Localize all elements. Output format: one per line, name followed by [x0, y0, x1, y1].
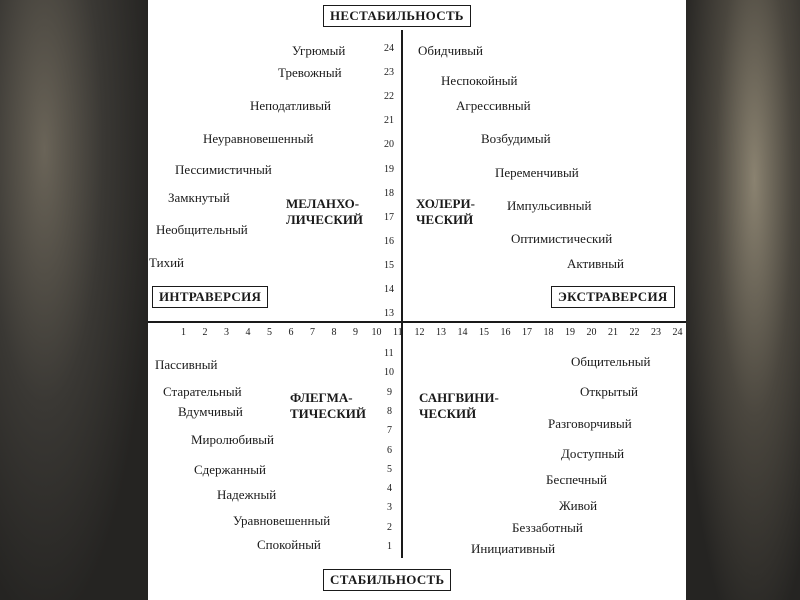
horizontal-scale-tick: 20	[586, 327, 597, 338]
horizontal-scale-tick: 23	[651, 327, 661, 338]
trait-melancholic: Неподатливый	[250, 98, 331, 113]
horizontal-scale-tick: 9	[353, 327, 358, 338]
horizontal-scale-tick: 6	[288, 327, 294, 338]
background-left	[0, 0, 148, 600]
horizontal-scale-tick: 15	[479, 327, 489, 338]
type-melancholic	[286, 196, 363, 228]
trait-choleric: Неспокойный	[441, 73, 518, 88]
trait-phlegmatic: Спокойный	[257, 537, 321, 552]
horizontal-scale-tick: 8	[331, 327, 337, 338]
horizontal-scale-tick: 18	[543, 327, 554, 338]
type-melancholic-line-2: ЛИЧЕСКИЙ	[286, 212, 364, 227]
vertical-scale-tick: 11	[384, 348, 394, 359]
trait-sanguine: Разговорчивый	[548, 416, 632, 431]
horizontal-scale-tick: 13	[436, 327, 446, 338]
vertical-scale-tick: 20	[384, 139, 394, 151]
trait-choleric: Агрессивный	[456, 98, 531, 113]
horizontal-scale-tick: 24	[672, 327, 683, 338]
trait-sanguine: Открытый	[580, 384, 638, 399]
type-melancholic-line-1: МЕЛАНХО-	[286, 196, 360, 211]
trait-choleric: Активный	[567, 256, 624, 271]
trait-melancholic: Пессимистичный	[175, 162, 272, 177]
trait-phlegmatic: Вдумчивый	[178, 404, 243, 419]
trait-phlegmatic: Сдержанный	[194, 462, 266, 477]
vertical-scale-tick: 19	[384, 163, 394, 175]
vertical-scale-tick: 4	[387, 483, 392, 495]
vertical-scale-tick: 2	[387, 521, 392, 533]
horizontal-scale-tick: 14	[457, 327, 468, 338]
horizontal-scale-tick: 1	[181, 327, 186, 338]
horizontal-scale-tick: 17	[522, 327, 532, 338]
trait-choleric: Импульсивный	[507, 198, 592, 213]
vertical-scale-tick: 14	[384, 284, 394, 295]
horizontal-scale-tick: 5	[267, 327, 272, 338]
type-sanguine-line-1: САНГВИНИ-	[419, 390, 499, 405]
type-sanguine-line-2: ЧЕСКИЙ	[419, 406, 477, 421]
vertical-scale-tick: 3	[387, 502, 392, 514]
trait-phlegmatic: Старательный	[163, 384, 242, 399]
trait-choleric: Переменчивый	[495, 165, 579, 180]
type-choleric-line-1: ХОЛЕРИ-	[416, 196, 475, 211]
horizontal-scale-tick: 11	[393, 327, 403, 338]
trait-phlegmatic: Надежный	[217, 487, 277, 502]
trait-melancholic: Неуравновешенный	[203, 131, 314, 146]
background-right	[686, 0, 800, 600]
vertical-scale-tick: 16	[384, 235, 394, 247]
vertical-scale-tick: 9	[387, 386, 392, 398]
horizontal-scale-tick: 12	[414, 327, 425, 338]
trait-melancholic: Угрюмый	[292, 43, 346, 58]
trait-choleric: Возбудимый	[481, 131, 551, 146]
type-phlegmatic	[290, 390, 366, 422]
vertical-scale-tick: 22	[384, 91, 394, 103]
vertical-axis-line	[401, 30, 403, 558]
horizontal-scale-tick: 16	[500, 327, 511, 338]
horizontal-scale-tick: 2	[202, 327, 208, 338]
type-sanguine	[419, 390, 499, 422]
horizontal-scale-tick: 21	[608, 327, 618, 338]
vertical-scale-tick: 5	[387, 463, 392, 475]
vertical-scale-tick: 23	[384, 67, 394, 79]
horizontal-scale-tick: 7	[310, 327, 315, 338]
trait-sanguine: Живой	[559, 498, 598, 513]
trait-melancholic: Необщительный	[156, 222, 248, 237]
trait-sanguine: Инициативный	[471, 541, 556, 556]
axis-label-instability: НЕСТАБИЛЬНОСТЬ	[323, 5, 471, 27]
trait-melancholic: Тихий	[149, 255, 184, 270]
horizontal-axis-line	[148, 321, 686, 323]
axis-label-introversion: ИНТРАВЕРСИЯ	[152, 286, 268, 308]
vertical-scale-tick: 6	[387, 444, 392, 456]
horizontal-scale-tick: 19	[565, 327, 575, 338]
vertical-scale-tick: 13	[384, 308, 394, 320]
vertical-scale-tick: 10	[384, 367, 394, 379]
horizontal-scale-tick: 22	[629, 327, 640, 338]
vertical-scale-tick: 15	[384, 259, 394, 271]
trait-phlegmatic: Пассивный	[155, 357, 218, 372]
type-phlegmatic-line-2: ТИЧЕСКИЙ	[290, 406, 367, 421]
type-choleric-line-2: ЧЕСКИЙ	[416, 212, 474, 227]
trait-sanguine: Беспечный	[546, 472, 607, 487]
trait-choleric: Обидчивый	[418, 43, 483, 58]
trait-sanguine: Общительный	[571, 354, 651, 369]
vertical-scale-tick: 7	[387, 425, 392, 437]
trait-phlegmatic: Миролюбивый	[191, 432, 274, 447]
vertical-scale-tick: 1	[387, 541, 392, 552]
vertical-scale-tick: 17	[384, 211, 394, 223]
trait-sanguine: Беззаботный	[512, 520, 583, 535]
horizontal-scale-tick: 10	[371, 327, 382, 338]
horizontal-scale-tick: 4	[245, 327, 251, 338]
vertical-scale-tick: 8	[387, 405, 392, 417]
trait-choleric: Оптимистический	[511, 231, 613, 246]
trait-melancholic: Замкнутый	[168, 190, 230, 205]
vertical-scale-tick: 18	[384, 187, 394, 199]
trait-melancholic: Тревожный	[278, 65, 342, 80]
trait-phlegmatic: Уравновешенный	[233, 513, 331, 528]
horizontal-scale-tick: 3	[224, 327, 229, 338]
type-phlegmatic-line-1: ФЛЕГМА-	[290, 390, 353, 405]
axis-label-stability: СТАБИЛЬНОСТЬ	[323, 569, 451, 591]
vertical-scale-tick: 24	[384, 43, 394, 54]
axis-label-extraversion: ЭКСТРАВЕРСИЯ	[551, 286, 675, 308]
type-choleric	[416, 196, 475, 228]
trait-sanguine: Доступный	[561, 446, 625, 461]
vertical-scale-tick: 21	[384, 115, 394, 127]
